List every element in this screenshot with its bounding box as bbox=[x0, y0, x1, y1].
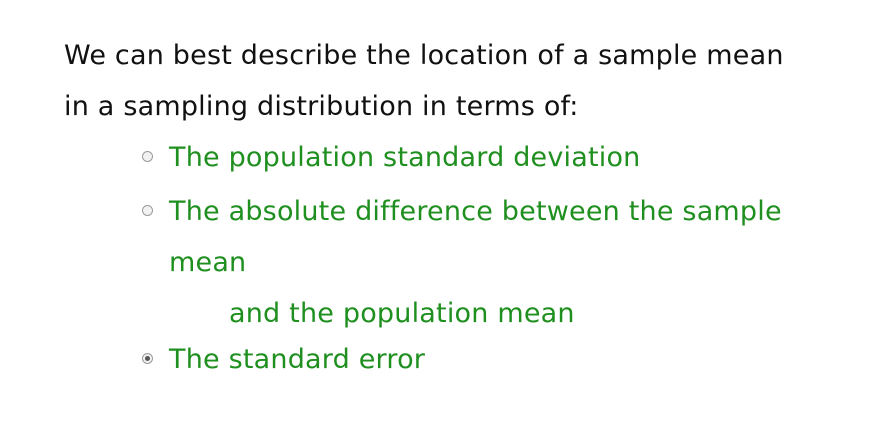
option-population-sd[interactable] bbox=[142, 132, 842, 183]
option-label-line: and the population mean bbox=[229, 298, 575, 329]
option-standard-error[interactable] bbox=[142, 334, 842, 385]
radio-button[interactable] bbox=[142, 151, 153, 162]
option-label bbox=[169, 334, 425, 385]
option-label-line: The standard error bbox=[169, 344, 426, 375]
radio-button-selected[interactable] bbox=[142, 353, 153, 364]
question-line-1: We can best describe the location of a sample mean bbox=[64, 40, 784, 71]
radio-button[interactable] bbox=[142, 205, 153, 216]
option-label bbox=[169, 132, 641, 183]
question-line-2: in a sampling distribution in terms of: bbox=[64, 91, 579, 122]
option-label-line: The absolute difference between the sample mean bbox=[169, 196, 782, 278]
question-prompt bbox=[64, 30, 844, 132]
answer-options bbox=[142, 132, 842, 385]
option-absolute-difference[interactable] bbox=[142, 186, 842, 339]
option-label-line: The population standard deviation bbox=[169, 142, 641, 173]
option-label bbox=[169, 186, 842, 339]
